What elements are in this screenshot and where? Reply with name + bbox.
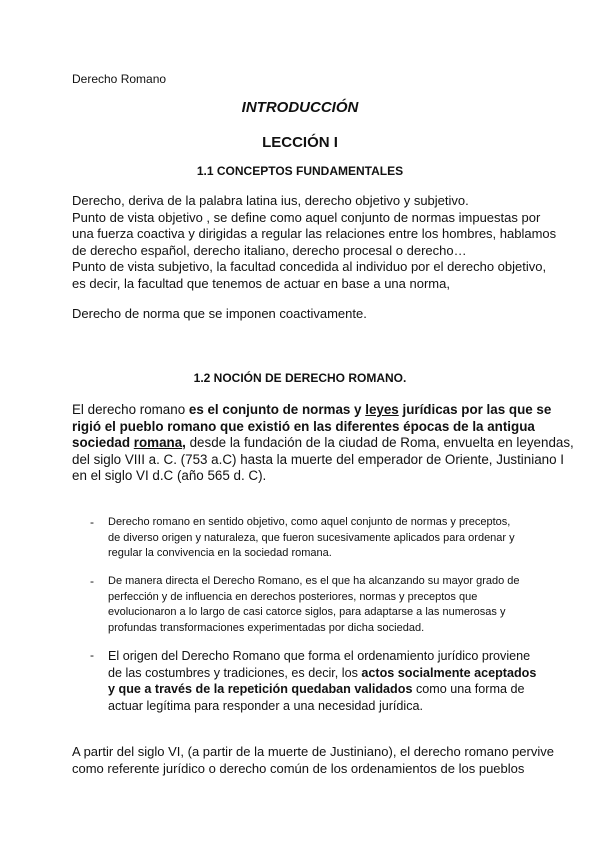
leyes-link[interactable]: leyes bbox=[365, 402, 399, 417]
paragraph-line: en el siglo VI d.C (año 565 d. C). bbox=[72, 468, 267, 483]
dash-bullet: - bbox=[90, 648, 94, 662]
dash-bullet: - bbox=[90, 515, 94, 529]
romana-link[interactable]: romana bbox=[133, 435, 183, 450]
paragraph-line: del siglo VIII a. C. (753 a.C) hasta la muerte del emperador de Oriente, Justiniano I bbox=[72, 451, 564, 467]
section1-paragraph bbox=[72, 193, 557, 292]
paragraph-line: rigió el pueblo romano que existió en las diferentes épocas de la antigua bbox=[72, 418, 535, 434]
section-heading-1: 1.1 CONCEPTOS FUNDAMENTALES bbox=[196, 164, 404, 178]
paragraph-line: Punto de vista subjetivo, la facultad concedida al individuo por el derecho objetivo, bbox=[72, 259, 547, 274]
paragraph-line: una fuerza coactiva y dirigidas a regular las relaciones entre los hombres, hablamos bbox=[72, 226, 557, 241]
paragraph-line: El derecho romano es el conjunto de normas y leyes jurídicas por las que se bbox=[72, 402, 552, 417]
section1-closing: Derecho de norma que se imponen coactivamente. bbox=[72, 306, 367, 321]
bullet-line: Derecho romano en sentido objetivo, como aquel conjunto de normas y preceptos, bbox=[108, 516, 511, 528]
section2-intro bbox=[72, 402, 574, 485]
paragraph-line: sociedad romana, desde la fundación de la ciudad de Roma, envuelta en leyendas, bbox=[72, 435, 574, 450]
page-header: Derecho Romano bbox=[72, 72, 167, 86]
bullet-line: y que a través de la repetición quedaban validados como una forma de bbox=[108, 682, 525, 696]
section-heading-2: 1.2 NOCIÓN DE DERECHO ROMANO. bbox=[193, 371, 407, 385]
closing-paragraph bbox=[72, 744, 554, 777]
document-title: INTRODUCCIÓN bbox=[241, 99, 359, 116]
lesson-title: LECCIÓN I bbox=[262, 134, 338, 151]
paragraph-line: de derecho español, derecho italiano, derecho procesal o derecho… bbox=[72, 242, 467, 258]
bullet-line: evolucionaron a lo largo de casi catorce siglos, para adaptarse a las numerosas y bbox=[108, 606, 506, 618]
paragraph-line: A partir del siglo VI, (a partir de la muerte de Justiniano), el derecho romano pervive bbox=[72, 744, 554, 759]
paragraph-line: es decir, la facultad que tenemos de actuar en base a una norma, bbox=[72, 275, 450, 291]
bullet-line: De manera directa el Derecho Romano, es el que ha alcanzando su mayor grado de bbox=[108, 575, 520, 587]
bullet-line: El origen del Derecho Romano que forma el ordenamiento jurídico proviene bbox=[108, 649, 531, 663]
paragraph-line: Punto de vista objetivo , se define como aquel conjunto de normas impuestas por bbox=[72, 209, 541, 225]
bullet-line: perfección y de influencia en derechos posteriores, normas y preceptos que bbox=[108, 590, 478, 603]
bullet-line: regular la convivencia en la sociedad romana. bbox=[108, 547, 332, 559]
bullet-line: de diverso origen y naturaleza, que fueron sucesivamente aplicados para ordenar y bbox=[108, 531, 515, 544]
paragraph-line: como referente jurídico o derecho común de los ordenamientos de los pueblos bbox=[72, 760, 525, 776]
bullet-line: actuar legítima para responder a una necesidad jurídica. bbox=[108, 698, 424, 713]
dash-bullet: - bbox=[90, 574, 94, 588]
paragraph-line: Derecho, deriva de la palabra latina ius, derecho objetivo y subjetivo. bbox=[72, 193, 469, 208]
bullet-line: de las costumbres y tradiciones, es decir, los actos socialmente aceptados bbox=[108, 665, 537, 680]
bullet-line: profundas transformaciones experimentadas por dicha sociedad. bbox=[108, 621, 425, 634]
